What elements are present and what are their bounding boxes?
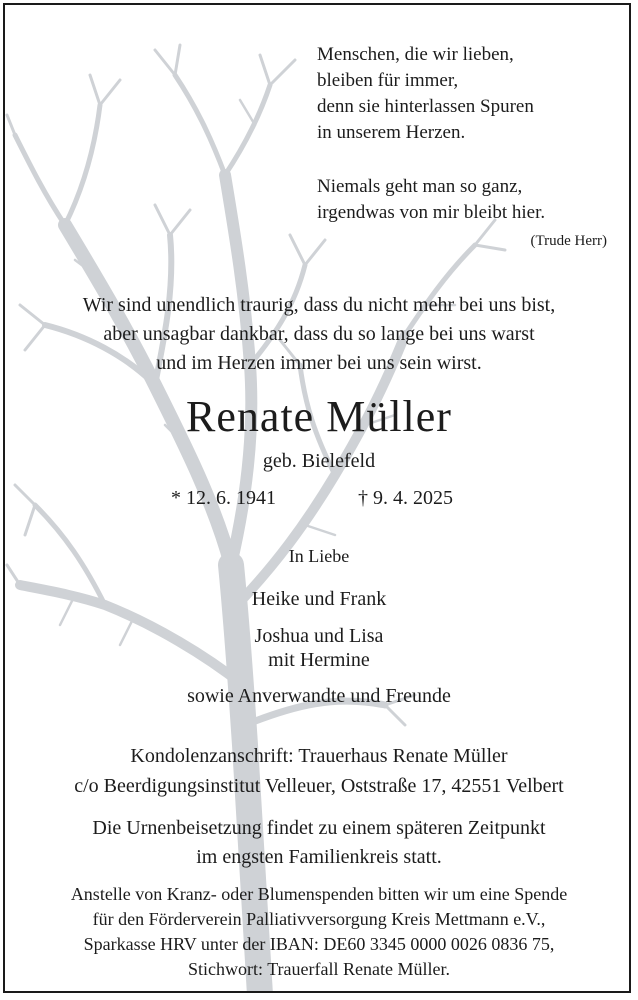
deceased-name: Renate Müller [186, 392, 452, 441]
obituary-notice [3, 3, 631, 993]
mourners-line-1: Heike und Frank [251, 588, 387, 610]
donation-line-2: für den Förderverein Palliativversorgung Kreis Mettmann e.V., [92, 909, 546, 929]
poem-line-5: Niemals geht man so ganz, [317, 176, 523, 197]
donation-line-4: Stichwort: Trauerfall Renate Müller. [188, 959, 450, 979]
condolence-line-2: c/o Beerdigungsinstitut Velleuer, Oststraße 17, 42551 Velbert [74, 775, 564, 797]
condolence-line-1: Kondolenzanschrift: Trauerhaus Renate Müller [130, 745, 508, 767]
poem-author: (Trude Herr) [530, 233, 607, 249]
poem-line-3: denn sie hinterlassen Spuren [317, 96, 534, 117]
poem-line-2: bleiben für immer, [317, 70, 459, 91]
death-date: † 9. 4. 2025 [358, 487, 453, 509]
mourners-line-4: sowie Anverwandte und Freunde [187, 685, 451, 707]
mourners-line-3: mit Hermine [268, 649, 370, 671]
intro-line-3: und im Herzen immer bei uns sein wirst. [156, 352, 482, 374]
mourners-line-2: Joshua und Lisa [254, 625, 384, 647]
poem-line-6: irgendwas von mir bleibt hier. [317, 202, 546, 223]
burial-line-2: im engsten Familienkreis statt. [196, 846, 442, 868]
burial-line-1: Die Urnenbeisetzung findet zu einem späteren Zeitpunkt [92, 817, 546, 839]
mourners-intro: In Liebe [288, 546, 350, 566]
intro-line-2: aber unsagbar dankbar, dass du so lange bei uns warst [103, 323, 535, 345]
birth-name: geb. Bielefeld [262, 450, 376, 472]
poem-line-4: in unserem Herzen. [317, 122, 466, 143]
donation-line-3: Sparkasse HRV unter der IBAN: DE60 3345 0000 0026 0836 75, [83, 934, 555, 954]
intro-line-1: Wir sind unendlich traurig, dass du nicht mehr bei uns bist, [82, 294, 556, 316]
tree-background-illustration [5, 5, 631, 993]
birth-date: * 12. 6. 1941 [171, 487, 276, 509]
poem-line-1: Menschen, die wir lieben, [317, 44, 514, 65]
donation-line-1: Anstelle von Kranz- oder Blumenspenden bitten wir um eine Spende [70, 884, 568, 904]
